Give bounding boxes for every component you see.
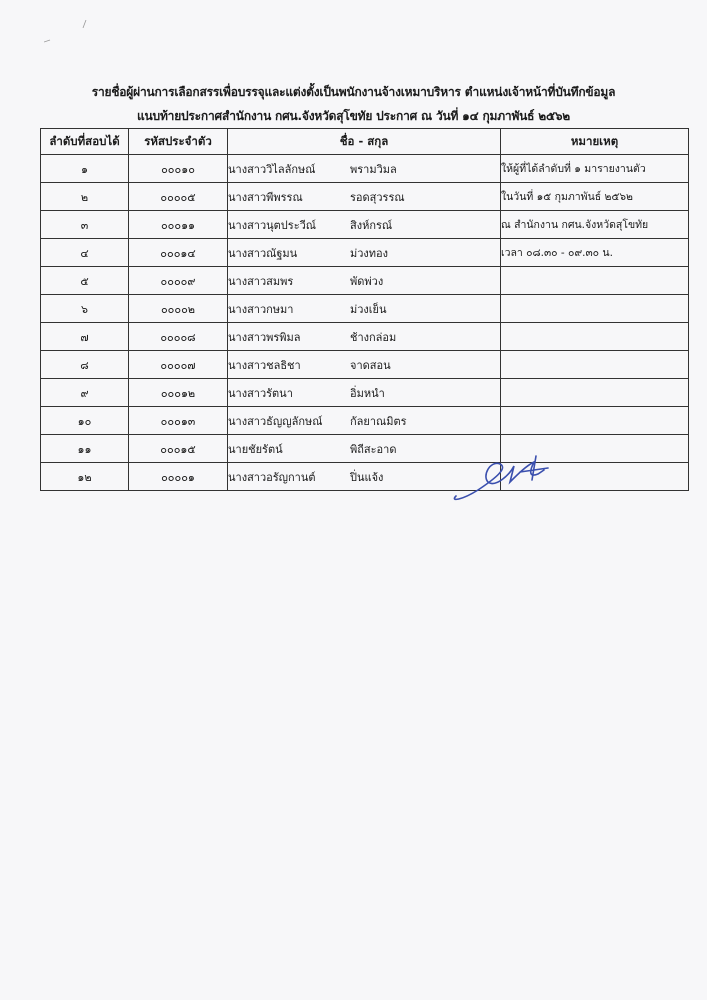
first-name: นางสาวพีพรรณ <box>228 190 303 204</box>
cell-code: ๐๐๐๐๒ <box>129 295 228 323</box>
first-name: นางสาวธัญญลักษณ์ <box>228 414 323 428</box>
last-name: ม่วงทอง <box>350 246 389 260</box>
cell-name <box>228 295 501 323</box>
cell-order: ๑๑ <box>41 435 129 463</box>
header-name: ชื่อ - สกุล <box>228 129 501 155</box>
cell-code: ๐๐๐๑๕ <box>129 435 228 463</box>
cell-code: ๐๐๐๑๔ <box>129 239 228 267</box>
cell-name <box>228 407 501 435</box>
cell-note: ณ สำนักงาน กศน.จังหวัดสุโขทัย <box>501 211 689 239</box>
cell-code: ๐๐๐๑๐ <box>129 155 228 183</box>
first-name: นางสาวอรัญกานต์ <box>228 470 316 484</box>
cell-note <box>501 267 689 295</box>
document-title: รายชื่อผู้ผ่านการเลือกสรรเพื่อบรรจุและแต่งตั้งเป็นพนักงานจ้างเหมาบริหาร ตำแหน่งเจ้าหน้าที่บันทึกข้อมูล <box>91 85 616 99</box>
signature-icon <box>448 452 558 504</box>
cell-order: ๕ <box>41 267 129 295</box>
first-name: นางสาวพรพิมล <box>228 330 301 344</box>
cell-order: ๔ <box>41 239 129 267</box>
cell-name <box>228 155 501 183</box>
cell-note <box>501 295 689 323</box>
cell-code: ๐๐๐๐๙ <box>129 267 228 295</box>
cell-name <box>228 323 501 351</box>
table-row <box>41 463 689 491</box>
table-row <box>41 211 689 239</box>
scan-mark <box>80 20 88 28</box>
header-code: รหัสประจำตัว <box>129 129 228 155</box>
cell-code: ๐๐๐๑๓ <box>129 407 228 435</box>
cell-note: ในวันที่ ๑๕ กุมภาพันธ์ ๒๕๖๒ <box>501 183 689 211</box>
last-name: ม่วงเย็น <box>350 302 387 316</box>
cell-order: ๙ <box>41 379 129 407</box>
cell-note: ให้ผู้ที่ได้ลำดับที่ ๑ มารายงานตัว <box>501 155 689 183</box>
table-row <box>41 183 689 211</box>
last-name: พรามวิมล <box>350 162 397 176</box>
cell-name <box>228 211 501 239</box>
first-name: นางสาวรัตนา <box>228 386 293 400</box>
cell-order: ๓ <box>41 211 129 239</box>
last-name: รอดสุวรรณ <box>350 190 405 204</box>
cell-name <box>228 183 501 211</box>
first-name: นางสาวชลธิชา <box>228 358 301 372</box>
first-name: นายชัยรัตน์ <box>228 442 283 456</box>
candidate-table <box>40 128 689 491</box>
table-row <box>41 239 689 267</box>
header-note: หมายเหตุ <box>501 129 689 155</box>
cell-order: ๘ <box>41 351 129 379</box>
last-name: พิถีสะอาด <box>350 442 397 456</box>
cell-order: ๑๐ <box>41 407 129 435</box>
table-row <box>41 323 689 351</box>
table-row <box>41 407 689 435</box>
cell-order: ๒ <box>41 183 129 211</box>
last-name: พัดพ่วง <box>350 274 384 288</box>
cell-order: ๗ <box>41 323 129 351</box>
cell-name <box>228 239 501 267</box>
last-name: จาดสอน <box>350 358 391 372</box>
cell-name <box>228 267 501 295</box>
scan-mark <box>44 36 52 44</box>
cell-code: ๐๐๐๑๒ <box>129 379 228 407</box>
first-name: นางสาวนุตประวีณ์ <box>228 218 316 232</box>
last-name: กัลยาณมิตร <box>350 414 407 428</box>
table-row <box>41 351 689 379</box>
cell-code: ๐๐๐๐๘ <box>129 323 228 351</box>
cell-note <box>501 407 689 435</box>
table-header-row <box>41 129 689 155</box>
last-name: ช้างกล่อม <box>350 330 397 344</box>
cell-note <box>501 323 689 351</box>
last-name: ปิ่นแจ้ง <box>350 470 384 484</box>
first-name: นางสาววิไลลักษณ์ <box>228 162 316 176</box>
cell-note <box>501 379 689 407</box>
first-name: นางสาวณัฐมน <box>228 246 298 260</box>
header-order: ลำดับที่สอบได้ <box>41 129 129 155</box>
cell-note: เวลา ๐๘.๓๐ - ๐๙.๓๐ น. <box>501 239 689 267</box>
cell-note <box>501 351 689 379</box>
document-subtitle: แนบท้ายประกาศสำนักงาน กศน.จังหวัดสุโขทัย ประกาศ ณ วันที่ ๑๔ กุมภาพันธ์ ๒๕๖๒ <box>136 109 571 123</box>
first-name: นางสาวสมพร <box>228 274 294 288</box>
cell-order: ๖ <box>41 295 129 323</box>
table-row <box>41 267 689 295</box>
cell-order: ๑ <box>41 155 129 183</box>
table-row <box>41 379 689 407</box>
cell-name <box>228 379 501 407</box>
first-name: นางสาวกษมา <box>228 302 294 316</box>
cell-code: ๐๐๐๐๑ <box>129 463 228 491</box>
last-name: สิงห์กรณ์ <box>350 218 393 232</box>
cell-order: ๑๒ <box>41 463 129 491</box>
last-name: อิ่มหนำ <box>350 386 385 400</box>
table-row <box>41 295 689 323</box>
table-row <box>41 155 689 183</box>
table-row <box>41 435 689 463</box>
cell-code: ๐๐๐๐๕ <box>129 183 228 211</box>
cell-name <box>228 351 501 379</box>
cell-code: ๐๐๐๐๗ <box>129 351 228 379</box>
cell-code: ๐๐๐๑๑ <box>129 211 228 239</box>
